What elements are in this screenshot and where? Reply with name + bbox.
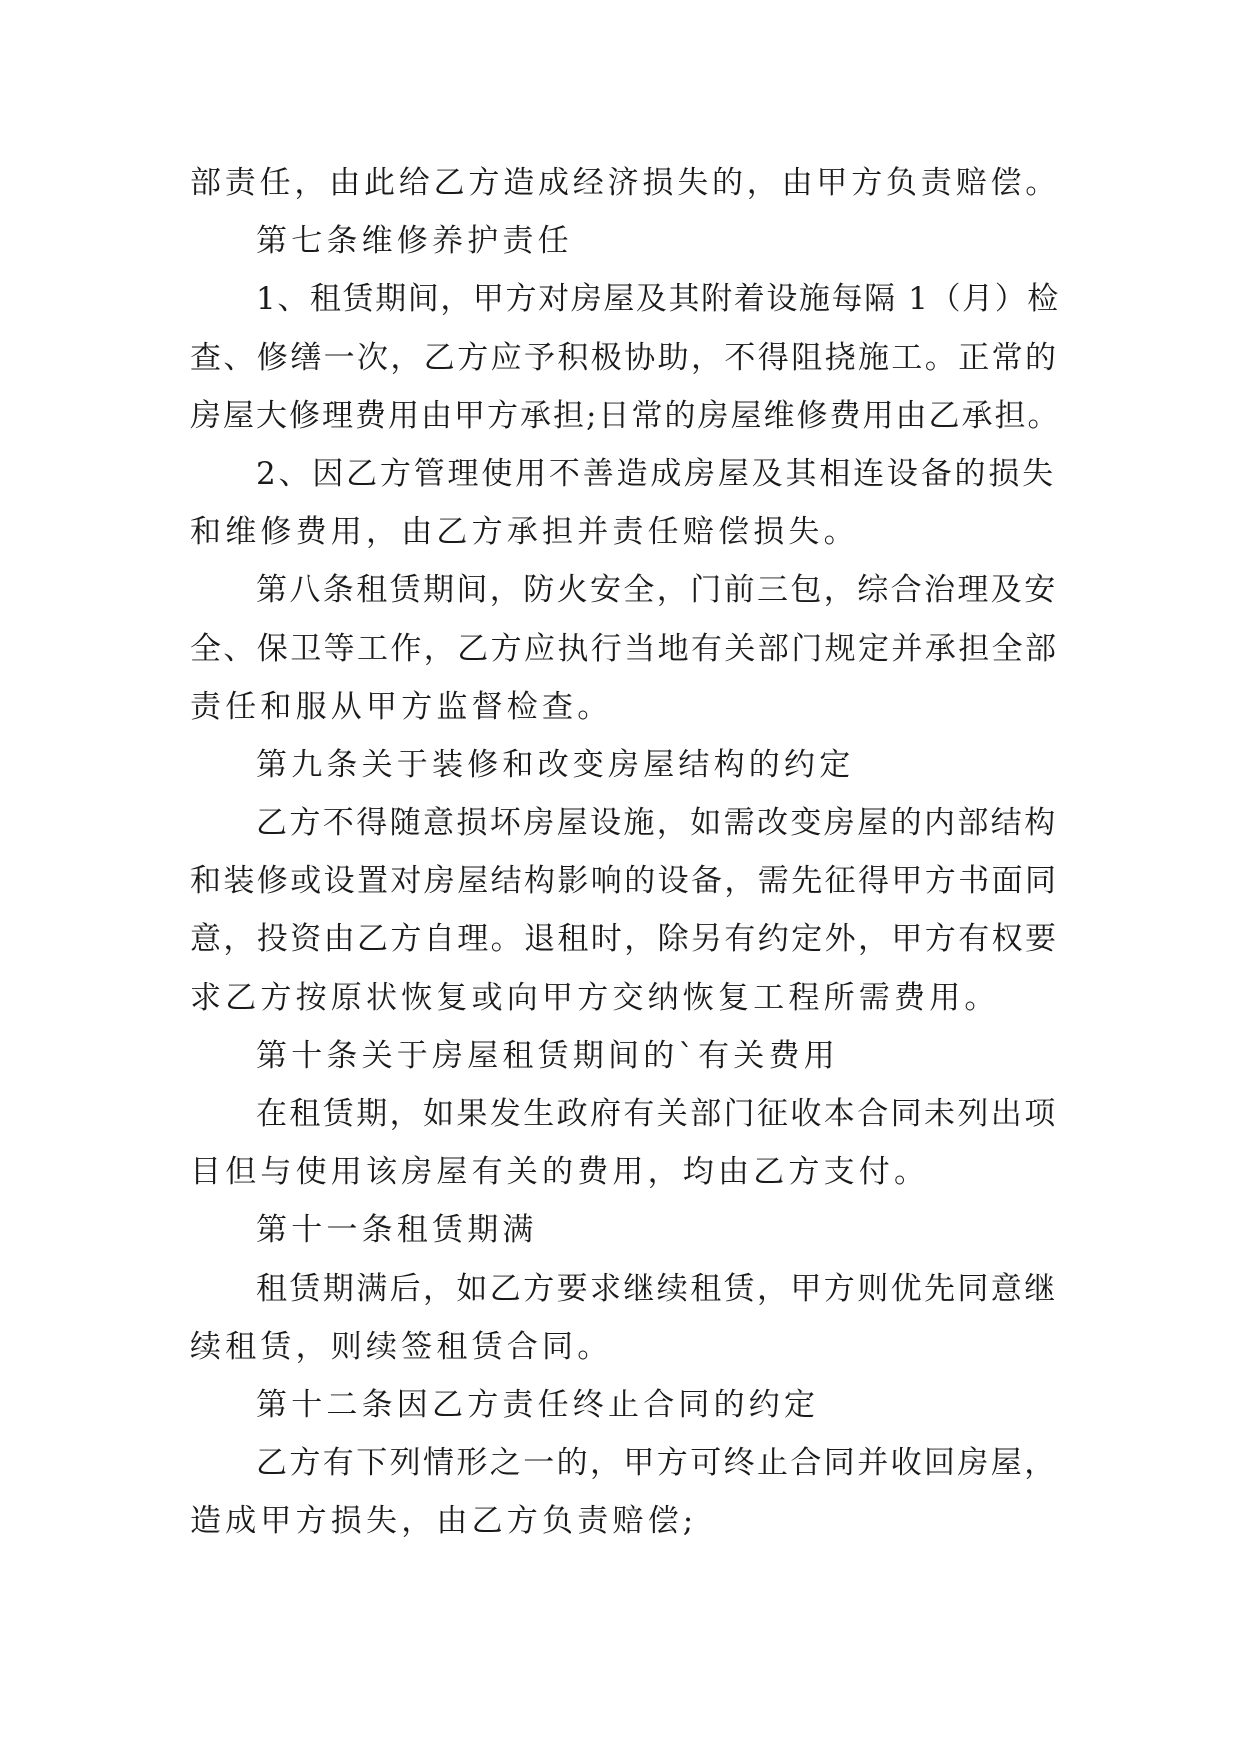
text-line: 查、修缮一次，乙方应予积极协助，不得阻挠施工。正常的	[190, 339, 1059, 376]
text-line: 第八条租赁期间，防火安全，门前三包，综合治理及安	[256, 572, 1058, 609]
section-heading-article-12: 第十二条因乙方责任终止合同的约定	[256, 1386, 820, 1423]
text-line: 求乙方按原状恢复或向甲方交纳恢复工程所需费用。	[190, 979, 1000, 1016]
text-line: 乙方有下列情形之一的，甲方可终止合同并收回房屋，	[256, 1445, 1058, 1482]
text-line: 意，投资由乙方自理。退租时，除另有约定外，甲方有权要	[190, 921, 1059, 958]
section-heading-article-10: 第十条关于房屋租赁期间的`有关费用	[256, 1037, 839, 1074]
text-line: 目但与使用该房屋有关的费用，均由乙方支付。	[190, 1154, 930, 1191]
section-heading-article-11: 第十一条租赁期满	[256, 1212, 538, 1249]
document-body	[190, 154, 1060, 1551]
section-heading-article-9: 第九条关于装修和改变房屋结构的约定	[256, 746, 855, 783]
text-line: 造成甲方损失，由乙方负责赔偿;	[190, 1503, 698, 1540]
text-line: 房屋大修理费用由甲方承担;日常的房屋维修费用由乙承担。	[190, 397, 1061, 434]
text-line: 全、保卫等工作，乙方应执行当地有关部门规定并承担全部	[190, 630, 1059, 667]
text-line: 1、租赁期间，甲方对房屋及其附着设施每隔 1（月）检	[256, 281, 1060, 318]
text-line: 租赁期满后，如乙方要求继续租赁，甲方则优先同意继	[256, 1270, 1058, 1307]
text-line: 和装修或设置对房屋结构影响的设备，需先征得甲方书面同	[190, 863, 1059, 900]
section-heading-article-7: 第七条维修养护责任	[256, 223, 573, 260]
text-line: 和维修费用，由乙方承担并责任赔偿损失。	[190, 514, 859, 551]
text-line: 2、因乙方管理使用不善造成房屋及其相连设备的损失	[256, 455, 1056, 492]
text-line: 部责任，由此给乙方造成经济损失的，由甲方负责赔偿。	[190, 165, 1060, 201]
text-line: 续租赁，则续签租赁合同。	[190, 1328, 613, 1365]
text-line: 乙方不得随意损坏房屋设施，如需改变房屋的内部结构	[256, 805, 1058, 842]
text-line: 在租赁期，如果发生政府有关部门征收本合同未列出项	[256, 1096, 1058, 1132]
text-line: 责任和服从甲方监督检查。	[190, 688, 613, 725]
